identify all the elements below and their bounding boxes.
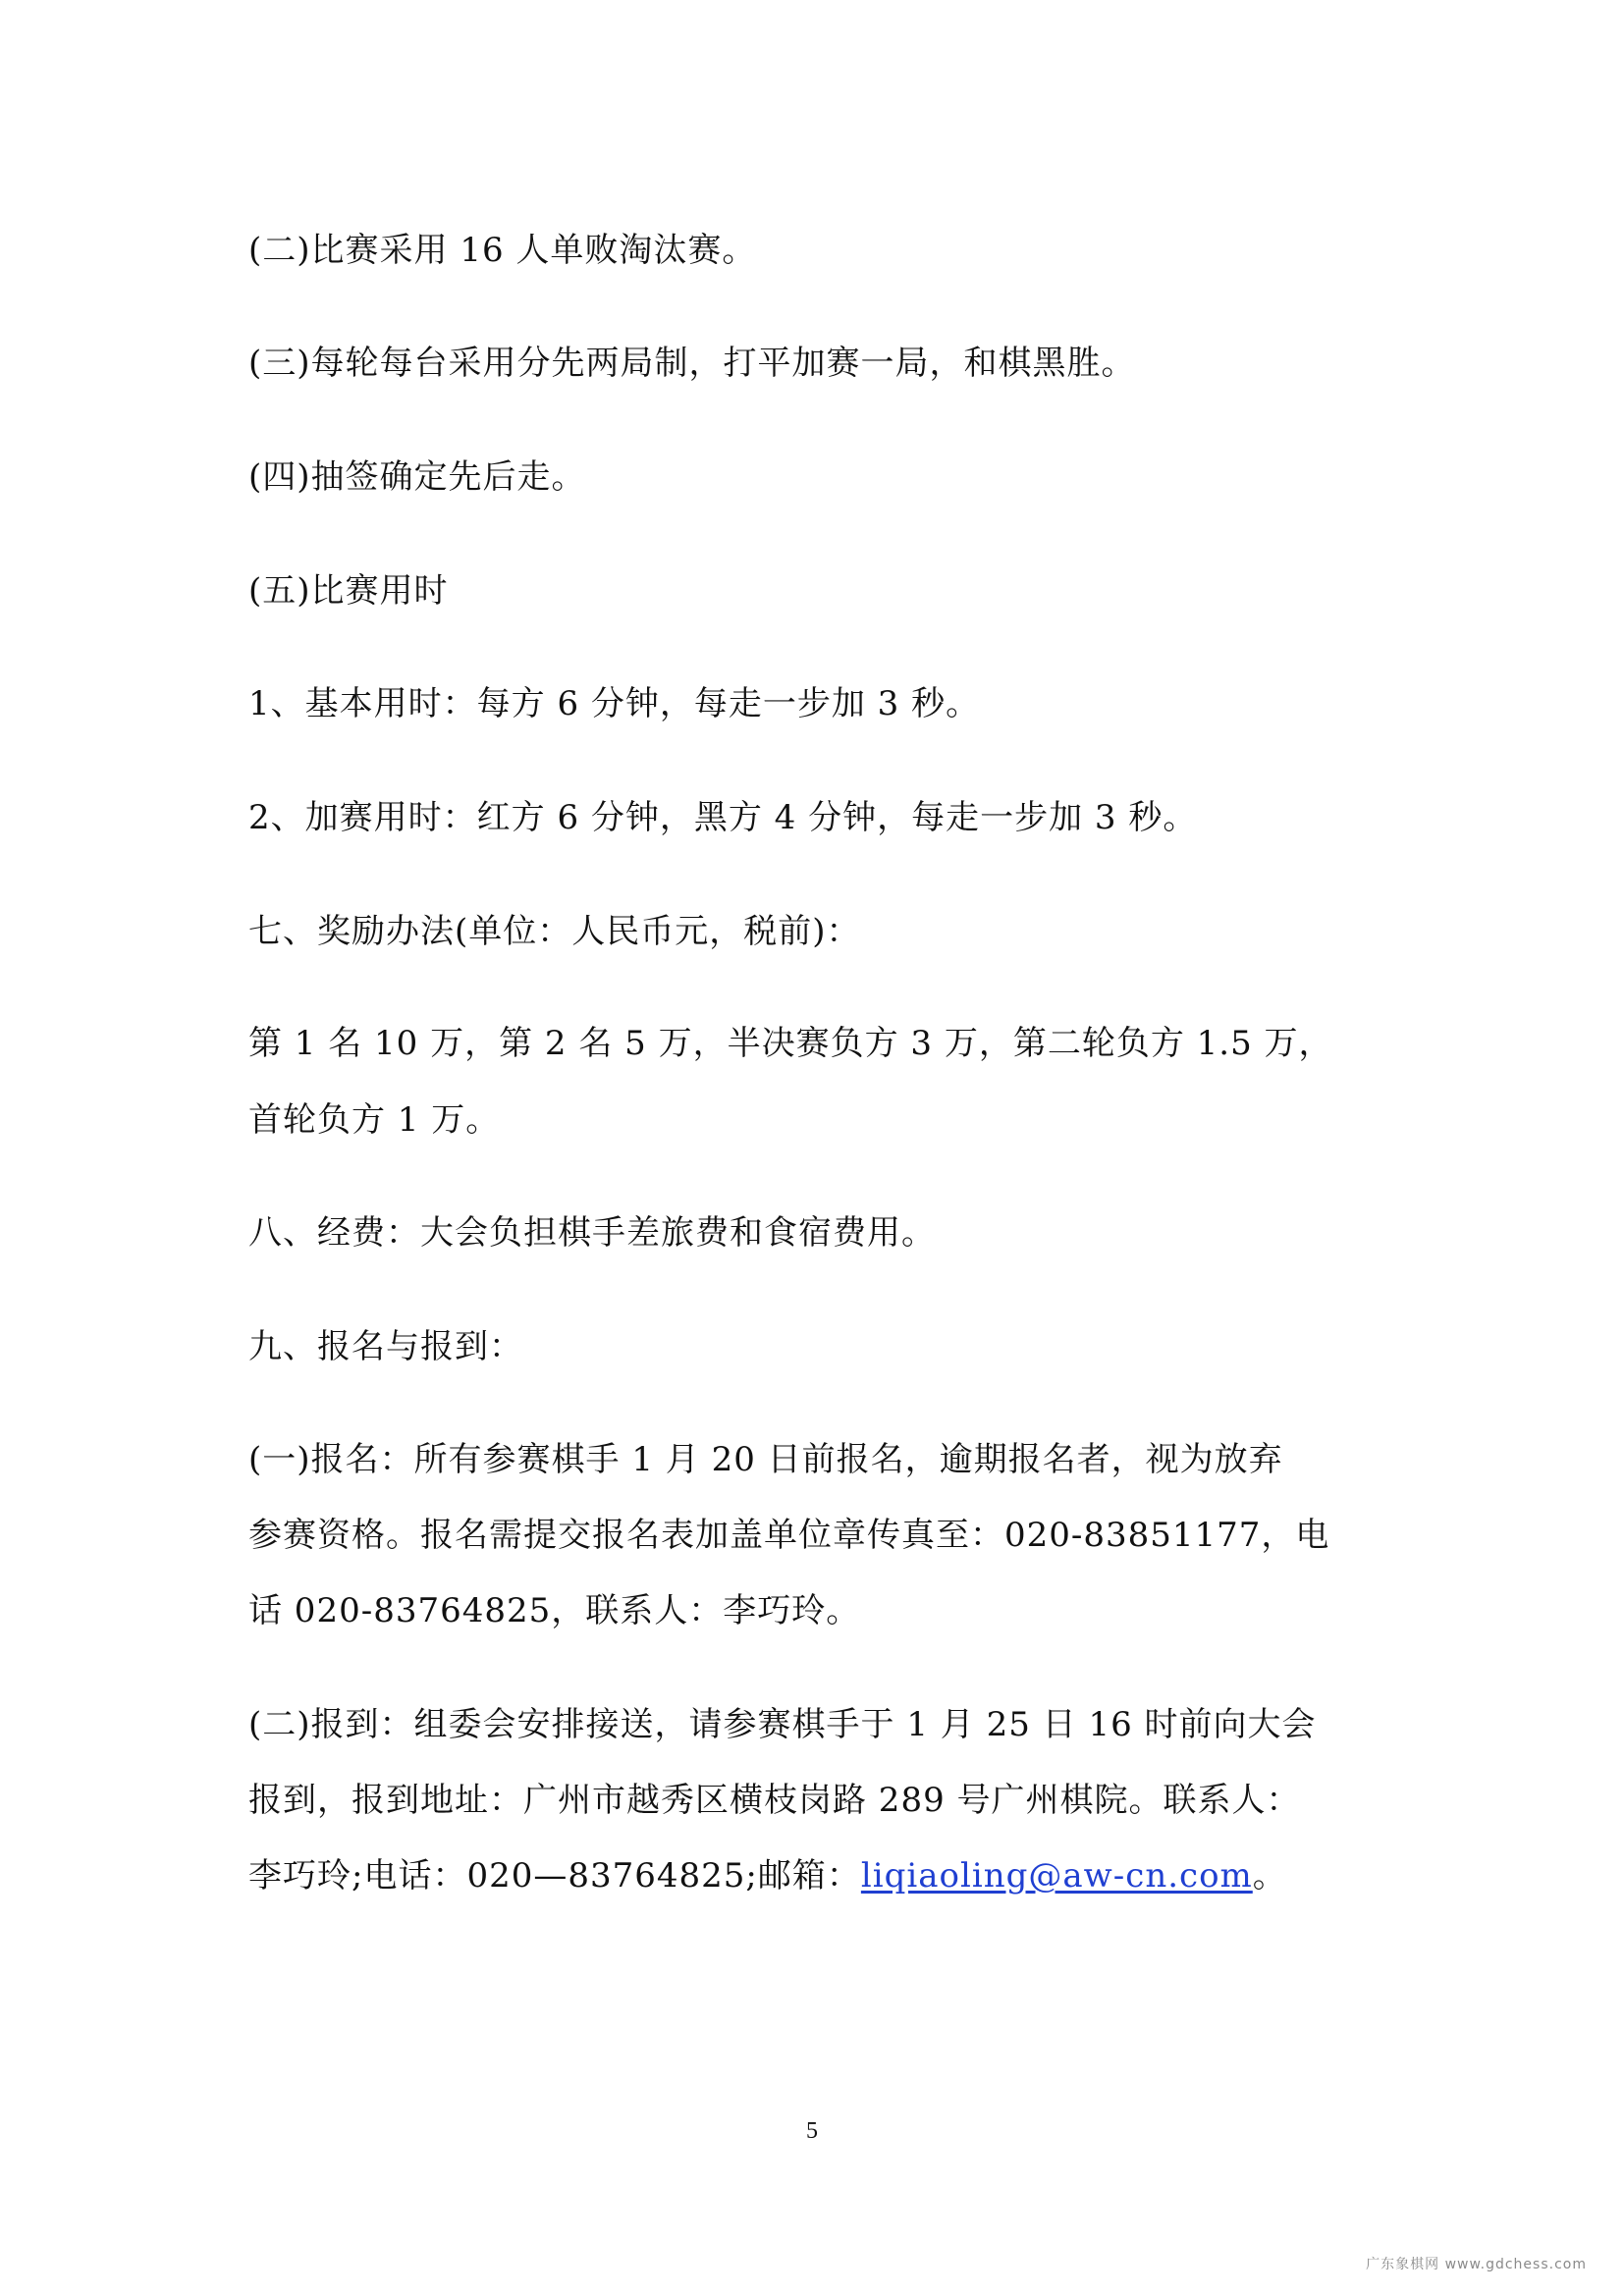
section-heading-awards: 七、奖励办法(单位：人民币元，税前)：: [248, 912, 861, 951]
paragraph-registration-line-2: 参赛资格。报名需提交报名表加盖单位章传真至：020-83851177，电: [248, 1516, 1330, 1555]
paragraph-registration-line-1: (一)报名：所有参赛棋手 1 月 20 日前报名，逾期报名者，视为放弃: [248, 1440, 1283, 1479]
email-link[interactable]: liqiaoling@aw-cn.com: [860, 1856, 1253, 1896]
paragraph-time-heading: (五)比赛用时: [248, 571, 449, 611]
paragraph-registration-line-3: 话 020-83764825，联系人：李巧玲。: [248, 1591, 861, 1630]
paragraph-checkin-line-3: [248, 1856, 1287, 1896]
paragraph-playoff-time: 2、加赛用时：红方 6 分钟，黑方 4 分钟，每走一步加 3 秒。: [248, 798, 1198, 837]
paragraph-draw-order: (四)抽签确定先后走。: [248, 457, 586, 497]
site-watermark: 广东象棋网 www.gdchess.com: [1366, 2257, 1587, 2272]
email-suffix: 。: [1252, 1856, 1287, 1896]
contact-text: 李巧玲;电话：020—83764825;邮箱：: [248, 1856, 861, 1896]
section-heading-funding: 八、经费：大会负担棋手差旅费和食宿费用。: [248, 1213, 936, 1253]
paragraph-base-time: 1、基本用时：每方 6 分钟，每走一步加 3 秒。: [248, 684, 981, 723]
page-number: 5: [806, 2118, 818, 2144]
paragraph-checkin-line-1: (二)报到：组委会安排接送，请参赛棋手于 1 月 25 日 16 时前向大会: [248, 1705, 1317, 1744]
paragraph-awards-line-2: 首轮负方 1 万。: [248, 1100, 501, 1140]
paragraph-awards-line-1: 第 1 名 10 万，第 2 名 5 万，半决赛负方 3 万，第二轮负方 1.5 万，: [248, 1024, 1333, 1063]
section-heading-registration: 九、报名与报到：: [248, 1327, 523, 1366]
paragraph-checkin-line-2: 报到，报到地址：广州市越秀区横枝岗路 289 号广州棋院。联系人：: [248, 1781, 1301, 1820]
paragraph-game-format: (三)每轮每台采用分先两局制，打平加赛一局，和棋黑胜。: [248, 344, 1136, 383]
paragraph-knockout: (二)比赛采用 16 人单败淘汰赛。: [248, 231, 757, 270]
